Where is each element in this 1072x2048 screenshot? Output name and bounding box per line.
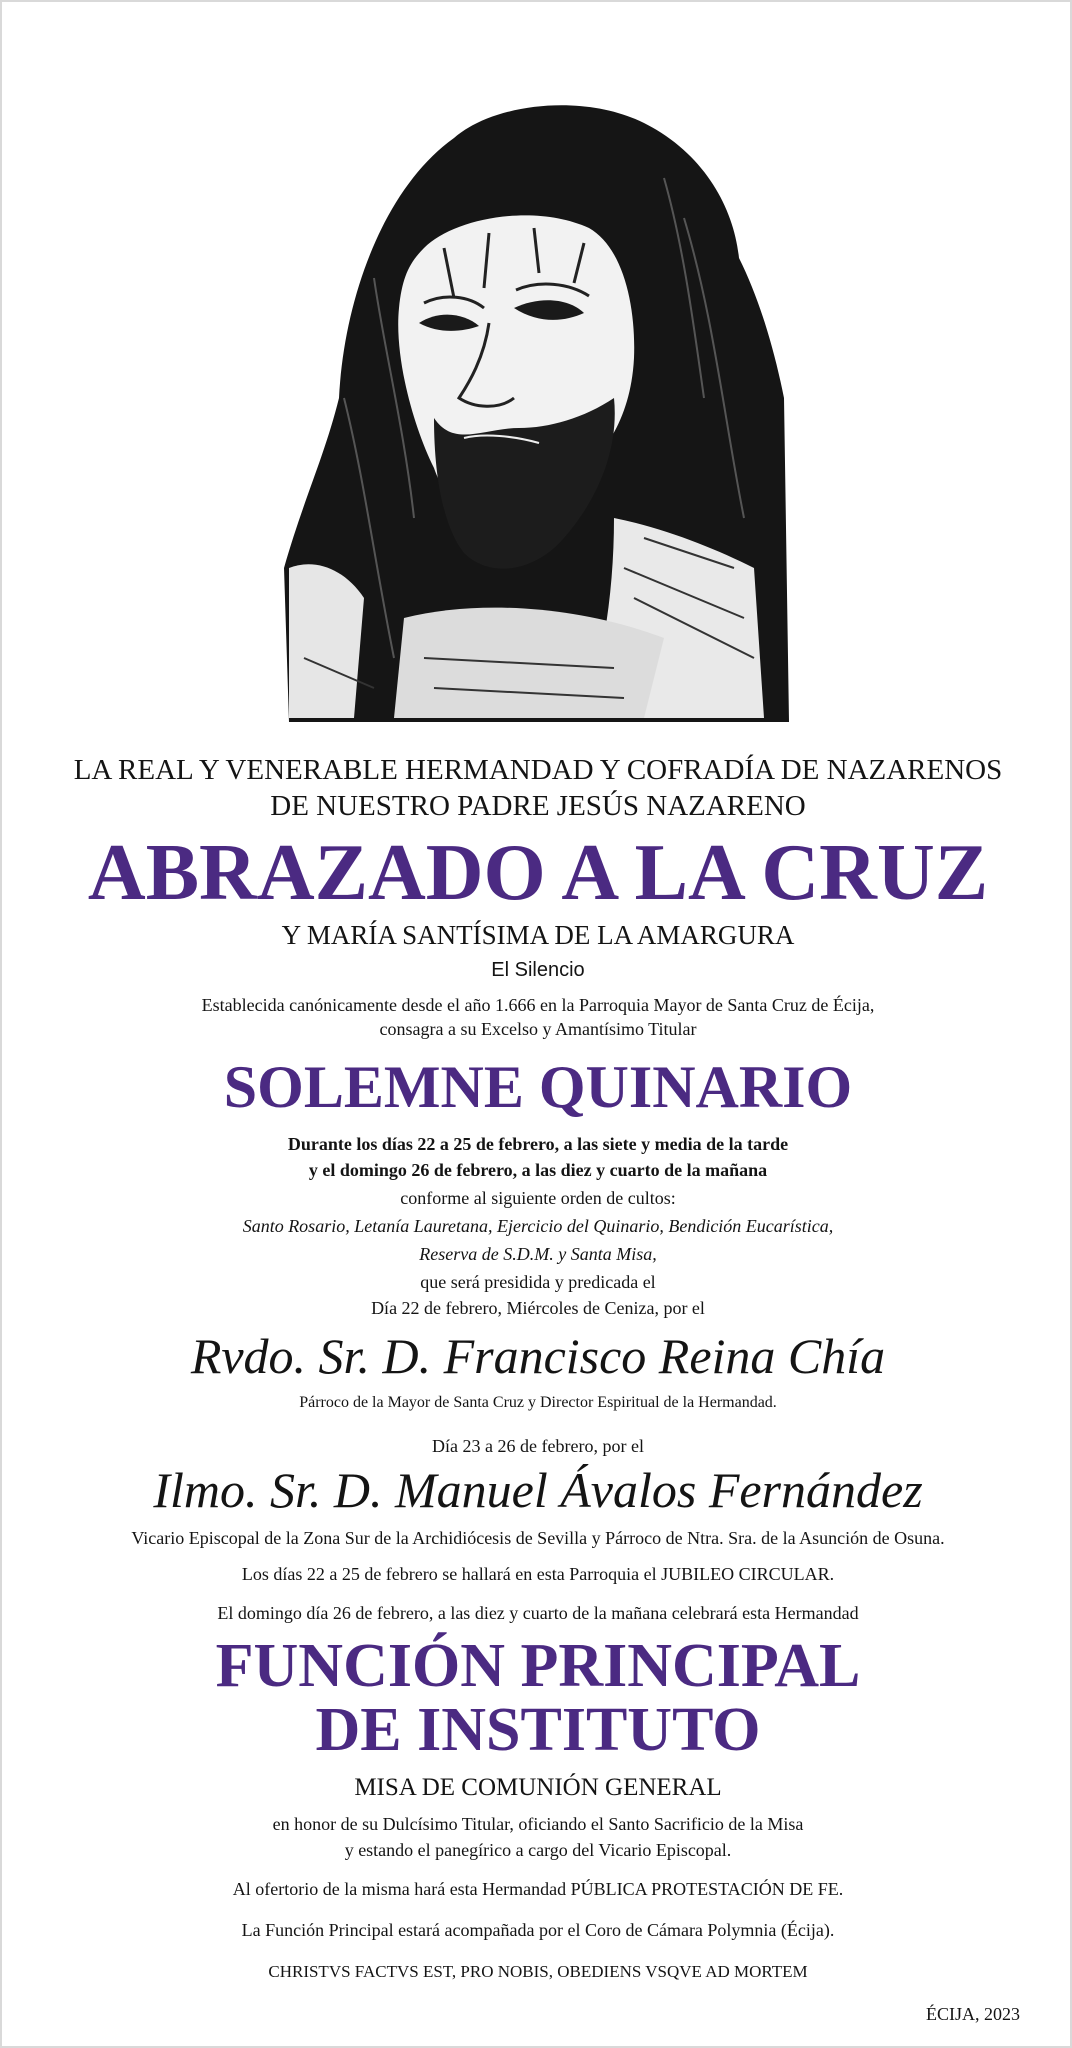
jubileo-notice: Los días 22 a 25 de febrero se hallará en esta Parroquia el JUBILEO CIRCULAR. bbox=[241, 1564, 835, 1584]
preacher-2-role: Vicario Episcopal de la Zona Sur de la Archidiócesis de Sevilla y Párroco de Ntra. Sra. de la Asunción de Osuna. bbox=[131, 1528, 945, 1548]
preacher-2-name: Ilmo. Sr. D. Manuel Ávalos Fernández bbox=[153, 1462, 923, 1518]
coro-notice: La Función Principal estará acompañada por el Coro de Cámara Polymnia (Écija). bbox=[241, 1920, 835, 1940]
intro-line-2: consagra a su Excelso y Amantísimo Titular bbox=[379, 1019, 697, 1039]
funcion-line-2: y estando el panegírico a cargo del Vicario Episcopal. bbox=[344, 1840, 732, 1860]
brotherhood-name-line-2: DE NUESTRO PADRE JESÚS NAZARENO bbox=[270, 790, 806, 822]
brotherhood-name-line-1: LA REAL Y VENERABLE HERMANDAD Y COFRADÍA DE NAZARENOS bbox=[73, 754, 1003, 786]
quinario-day-22-line: Día 22 de febrero, Miércoles de Ceniza, por el bbox=[371, 1298, 705, 1318]
quinario-title: SOLEMNE QUINARIO bbox=[223, 1054, 853, 1120]
funcion-subtitle: MISA DE COMUNIÓN GENERAL bbox=[354, 1774, 722, 1801]
main-title: ABRAZADO A LA CRUZ bbox=[87, 829, 989, 917]
preacher-2-intro: Día 23 a 26 de febrero, por el bbox=[432, 1436, 644, 1456]
funcion-line-1: en honor de su Dulcísimo Titular, oficiando el Santo Sacrificio de la Misa bbox=[272, 1814, 804, 1834]
quinario-dates-line-2: y el domingo 26 de febrero, a las diez y cuarto de la mañana bbox=[308, 1160, 768, 1180]
quinario-order-line-1: Santo Rosario, Letanía Lauretana, Ejercicio del Quinario, Bendición Eucarística, bbox=[242, 1216, 834, 1236]
quinario-order-line-2: Reserva de S.D.M. y Santa Misa, bbox=[419, 1244, 657, 1264]
funcion-intro: El domingo día 26 de febrero, a las diez y cuarto de la mañana celebrará esta Hermandad bbox=[217, 1603, 859, 1623]
quinario-order-intro: conforme al siguiente orden de cultos: bbox=[400, 1188, 676, 1208]
quinario-presided-line: que será presidida y predicada el bbox=[420, 1272, 656, 1292]
footer-place-date: ÉCIJA, 2023 bbox=[926, 2004, 1020, 2024]
brotherhood-nickname: El Silencio bbox=[491, 959, 585, 981]
funcion-title-line-1: FUNCIÓN PRINCIPAL bbox=[215, 1632, 861, 1700]
quinario-dates-line-1: Durante los días 22 a 25 de febrero, a las siete y media de la tarde bbox=[287, 1134, 789, 1154]
preacher-1-role: Párroco de la Mayor de Santa Cruz y Director Espiritual de la Hermandad. bbox=[299, 1394, 777, 1411]
latin-motto: CHRISTVS FACTVS EST, PRO NOBIS, OBEDIENS VSQVE AD MORTEM bbox=[268, 1962, 808, 1981]
preacher-1-name: Rvdo. Sr. D. Francisco Reina Chía bbox=[190, 1328, 886, 1384]
funcion-title-line-2: DE INSTITUTO bbox=[315, 1696, 761, 1764]
christ-portrait-illustration bbox=[284, 98, 794, 722]
intro-line-1: Establecida canónicamente desde el año 1.666 en la Parroquia Mayor de Santa Cruz de Écija, bbox=[201, 995, 875, 1015]
brotherhood-name-line-3: Y MARÍA SANTÍSIMA DE LA AMARGURA bbox=[281, 920, 795, 950]
protestacion-de-fe: Al ofertorio de la misma hará esta Hermandad PÚBLICA PROTESTACIÓN DE FE. bbox=[232, 1879, 844, 1899]
